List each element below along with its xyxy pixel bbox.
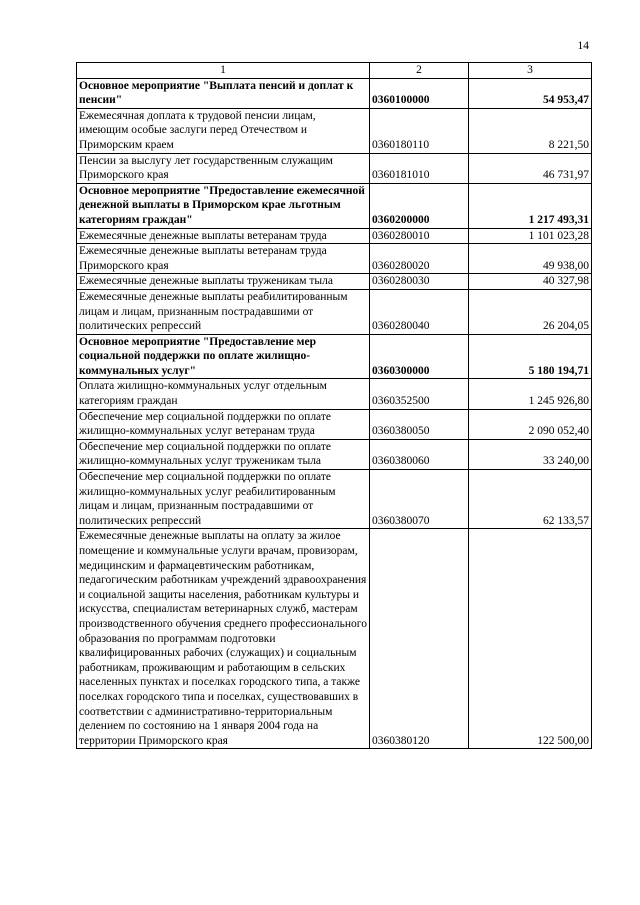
row-name-cell: Ежемесячные денежные выплаты ветеранам труда Приморского края xyxy=(77,244,370,274)
row-amount-cell: 62 133,57 xyxy=(469,470,592,529)
table-row xyxy=(77,379,592,409)
row-name-cell: Ежемесячные денежные выплаты реабилитированным лицам и лицам, признанным пострадавшими от политических репрессий xyxy=(77,289,370,334)
row-amount-cell: 5 180 194,71 xyxy=(469,334,592,379)
row-name-cell: Ежемесячные денежные выплаты ветеранам труда xyxy=(77,228,370,244)
column-header-1: 1 xyxy=(77,63,370,79)
table-header-row xyxy=(77,63,592,79)
row-name-cell: Основное мероприятие "Выплата пенсий и доплат к пенсии" xyxy=(77,78,370,108)
row-code-cell: 0360180110 xyxy=(370,108,469,153)
table-row xyxy=(77,78,592,108)
row-code-cell: 0360200000 xyxy=(370,183,469,228)
table-row xyxy=(77,153,592,183)
row-amount-cell: 40 327,98 xyxy=(469,274,592,290)
row-code-cell: 0360280010 xyxy=(370,228,469,244)
row-amount-cell: 2 090 052,40 xyxy=(469,409,592,439)
row-amount-cell: 122 500,00 xyxy=(469,529,592,749)
row-amount-cell: 1 217 493,31 xyxy=(469,183,592,228)
table-row xyxy=(77,244,592,274)
table-row xyxy=(77,529,592,749)
row-name-cell: Пенсии за выслугу лет государственным служащим Приморского края xyxy=(77,153,370,183)
table-row xyxy=(77,409,592,439)
row-code-cell: 0360100000 xyxy=(370,78,469,108)
table-row xyxy=(77,228,592,244)
row-code-cell: 0360352500 xyxy=(370,379,469,409)
row-amount-cell: 26 204,05 xyxy=(469,289,592,334)
row-name-cell: Обеспечение мер социальной поддержки по оплате жилищно-коммунальных услуг труженикам тыла xyxy=(77,439,370,469)
table-row xyxy=(77,334,592,379)
table-body xyxy=(77,63,592,749)
row-code-cell: 0360300000 xyxy=(370,334,469,379)
row-code-cell: 0360280030 xyxy=(370,274,469,290)
row-amount-cell: 1 101 023,28 xyxy=(469,228,592,244)
row-name-cell: Обеспечение мер социальной поддержки по оплате жилищно-коммунальных услуг реабилитированным лицам и лицам, признанным пострадавшими от политических репрессий xyxy=(77,470,370,529)
table-row xyxy=(77,470,592,529)
row-name-cell: Основное мероприятие "Предоставление ежемесячной денежной выплаты в Приморском крае льготным категориям граждан" xyxy=(77,183,370,228)
row-name-cell: Ежемесячная доплата к трудовой пенсии лицам, имеющим особые заслуги перед Отечеством и Приморским краем xyxy=(77,108,370,153)
row-code-cell: 0360380050 xyxy=(370,409,469,439)
row-name-cell: Обеспечение мер социальной поддержки по оплате жилищно-коммунальных услуг ветеранам труда xyxy=(77,409,370,439)
table-row xyxy=(77,439,592,469)
row-code-cell: 0360380070 xyxy=(370,470,469,529)
row-name-cell: Оплата жилищно-коммунальных услуг отдельным категориям граждан xyxy=(77,379,370,409)
table-row xyxy=(77,274,592,290)
row-amount-cell: 49 938,00 xyxy=(469,244,592,274)
row-code-cell: 0360380060 xyxy=(370,439,469,469)
row-amount-cell: 54 953,47 xyxy=(469,78,592,108)
row-code-cell: 0360181010 xyxy=(370,153,469,183)
row-amount-cell: 1 245 926,80 xyxy=(469,379,592,409)
column-header-3: 3 xyxy=(469,63,592,79)
row-code-cell: 0360280020 xyxy=(370,244,469,274)
row-name-cell: Ежемесячные денежные выплаты на оплату за жилое помещение и коммунальные услуги врачам, провизорам, медицинским и фармацевтическим работникам, педагогическим работникам учреждений здравоохранения и социальной защиты населения, работникам культуры и искусства, специалистам ветеринарных служб, мастерам производственного обучения среднего профессионального образования по программам подготовки квалифицированных рабочих (служащих) и социальным работникам, проживающим и работающим в сельских населенных пунктах и поселках городского типа, а также поселках городского типа и поселках, существовавших в соответствии с административно-территориальным делением по состоянию на 1 января 2004 года на территории Приморского края xyxy=(77,529,370,749)
row-code-cell: 0360280040 xyxy=(370,289,469,334)
row-amount-cell: 8 221,50 xyxy=(469,108,592,153)
column-header-2: 2 xyxy=(370,63,469,79)
table-row xyxy=(77,108,592,153)
row-code-cell: 0360380120 xyxy=(370,529,469,749)
budget-table xyxy=(76,62,592,749)
table-row xyxy=(77,183,592,228)
row-amount-cell: 33 240,00 xyxy=(469,439,592,469)
row-amount-cell: 46 731,97 xyxy=(469,153,592,183)
row-name-cell: Основное мероприятие "Предоставление мер социальной поддержки по оплате жилищно-коммунальных услуг" xyxy=(77,334,370,379)
page-number: 14 xyxy=(577,40,589,52)
row-name-cell: Ежемесячные денежные выплаты труженикам тыла xyxy=(77,274,370,290)
table-row xyxy=(77,289,592,334)
